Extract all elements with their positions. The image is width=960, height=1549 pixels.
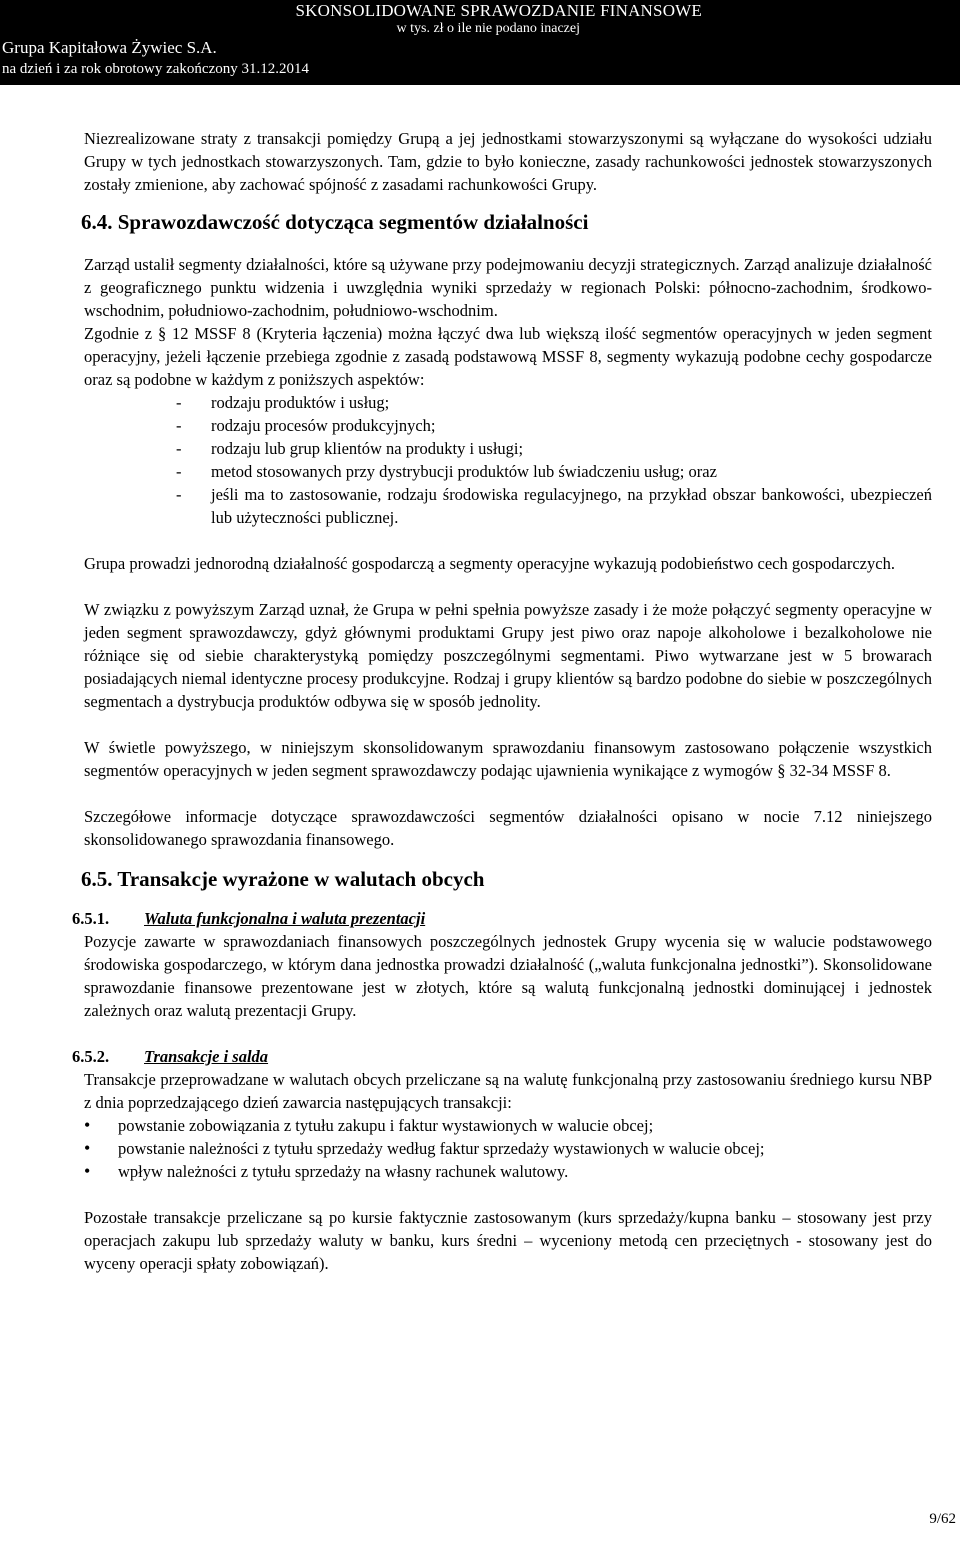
list-item: - rodzaju procesów produkcyjnych; (176, 416, 436, 435)
subsection-6-5-2-heading (72, 1045, 932, 1068)
bullet-marker: • (84, 1138, 91, 1158)
document-header (0, 0, 960, 85)
page-number: 9/62 (929, 1511, 956, 1527)
intro-paragraph: Niezrealizowane straty z transakcji pomiędzy Grupą a jej jednostkami stowarzyszonymi są wyłączane do wysokości udziału Grupy w tych jednostkach stowarzyszonych. Tam, gdzie to było konieczne, zasady rachunkowości jednostek stowarzyszonych zostały zmienione, aby zachować spójność z zasadami rachunkowości Grupy. (84, 129, 932, 194)
bullet-marker: • (84, 1161, 91, 1181)
list-item: • wpływ należności z tytułu sprzedaży na własny rachunek walutowy. (84, 1161, 569, 1181)
bullet-marker: • (84, 1115, 91, 1135)
segments-paragraph-4: W związku z powyższym Zarząd uznał, że Grupa w pełni spełnia powyższe zasady i że może połączyć segmenty operacyjne w jeden segment sprawozdawczy, gdyż głównymi produktami Grupy jest piwo oraz napoje alkoholowe i bezalkoholowe nie różniące się od siebie charakterystyką pomiędzy poszczególnymi segmentami. Piwo wytwarzane jest w 5 browarach posiadających niemal identyczne procesy produkcyjne. Rodzaj i grupy klientów są bardzo podobne do siebie w poszczególnych segmentach a dystrybucja produktów odbywa się w sposób jednolity. (84, 600, 932, 711)
segments-paragraph-6: Szczegółowe informacje dotyczące sprawozdawczości segmentów działalności opisano w nocie 7.12 niniejszego skonsolidowanego sprawozdania finansowego. (84, 807, 932, 849)
section-6-5-heading: 6.5. Transakcje wyrażone w walutach obcych (81, 867, 485, 891)
list-item: - metod stosowanych przy dystrybucji produktów lub świadczeniu usług; oraz (176, 462, 717, 481)
currency-note: w tys. zł o ile nie podano inaczej (396, 21, 580, 36)
subsection-6-5-1-heading (72, 907, 932, 930)
other-transactions-paragraph: Pozostałe transakcje przeliczane są po kursie faktycznie zastosowanym (kurs sprzedaży/kupna banku – stosowany jest przy operacjach zakupu lub sprzedaży waluty w banku, kurs średni – wyceniony metodą cen przeciętnych - stosowany jest do wyceny operacji spłaty zobowiązań). (84, 1208, 932, 1273)
transactions-list (84, 1114, 932, 1183)
segments-paragraph-2: Zgodnie z § 12 MSSF 8 (Kryteria łączenia) można łączyć dwa lub większą ilość segmentów operacyjnych w jeden segment operacyjny, jeżeli łączenie przebiega zgodnie z zasadą podstawową MSSF 8, segmenty wykazują podobne cechy gospodarcze oraz są podobne w każdym z poniższych aspektów: (84, 324, 932, 389)
list-item: • powstanie należności z tytułu sprzedaży według faktur sprzedaży wystawionych w walucie obcej; (84, 1138, 765, 1158)
segments-paragraph-5: W świetle powyższego, w niniejszym skonsolidowanym sprawozdaniu finansowym zastosowano połączenie wszystkich segmentów operacyjnych w jeden segment sprawozdawczy podając ujawnienia wynikające z wymogów § 32-34 MSSF 8. (84, 738, 932, 780)
transactions-paragraph: Transakcje przeprowadzane w walutach obcych przeliczane są na walutę funkcjonalną przy zastosowaniu średniego kursu NBP z dnia poprzedzającego dzień zawarcia następujących transakcji: (84, 1070, 932, 1112)
aspects-list (84, 391, 932, 529)
list-item: - rodzaju produktów i usług; (176, 393, 390, 412)
dash-marker: - (176, 462, 182, 481)
subsection-title: Waluta funkcjonalna i waluta prezentacji (144, 909, 426, 928)
list-item: • powstanie zobowiązania z tytułu zakupu i faktur wystawionych w walucie obcej; (84, 1115, 654, 1135)
dash-marker: - (176, 485, 182, 504)
reporting-period: na dzień i za rok obrotowy zakończony 31.12.2014 (2, 61, 309, 77)
list-item: - jeśli ma to zastosowanie, rodzaju środowiska regulacyjnego, na przykład obszar bankowości, ubezpieczeń lub użyteczności publicznej. (176, 485, 932, 527)
document-body (72, 127, 932, 1275)
dash-marker: - (176, 393, 182, 412)
segments-paragraph-3: Grupa prowadzi jednorodną działalność gospodarczą a segmenty operacyjne wykazują podobieństwo cech gospodarczych. (84, 554, 895, 573)
segments-paragraph-1: Zarząd ustalił segmenty działalności, które są używane przy podejmowaniu decyzji strategicznych. Zarząd analizuje działalność z geograficznego punktu widzenia i uwzględnia wyniki sprzedaży w regionach Polski: północno-zachodnim, środkowo-wschodnim, południowo-zachodnim, południowo-wschodnim. (84, 255, 932, 320)
section-6-4-heading: 6.4. Sprawozdawczość dotycząca segmentów działalności (81, 210, 589, 234)
report-title: SKONSOLIDOWANE SPRAWOZDANIE FINANSOWE (295, 1, 702, 20)
subsection-title: Transakcje i salda (144, 1047, 269, 1066)
subsection-number: 6.5.2. (72, 1047, 110, 1066)
dash-marker: - (176, 416, 182, 435)
list-item: - rodzaju lub grup klientów na produkty i usługi; (176, 439, 524, 458)
functional-currency-paragraph: Pozycje zawarte w sprawozdaniach finansowych poszczególnych jednostek Grupy wycenia się w walucie podstawowego środowiska gospodarczego, w którym dana jednostka prowadzi działalność („waluta funkcjonalna jednostki”). Skonsolidowane sprawozdanie finansowe prezentowane jest w złotych, które są walutą funkcjonalną jednostki dominującej i jednostek zależnych oraz walutą prezentacji Grupy. (84, 932, 932, 1020)
dash-marker: - (176, 439, 182, 458)
company-name: Grupa Kapitałowa Żywiec S.A. (2, 38, 217, 57)
subsection-number: 6.5.1. (72, 909, 110, 928)
